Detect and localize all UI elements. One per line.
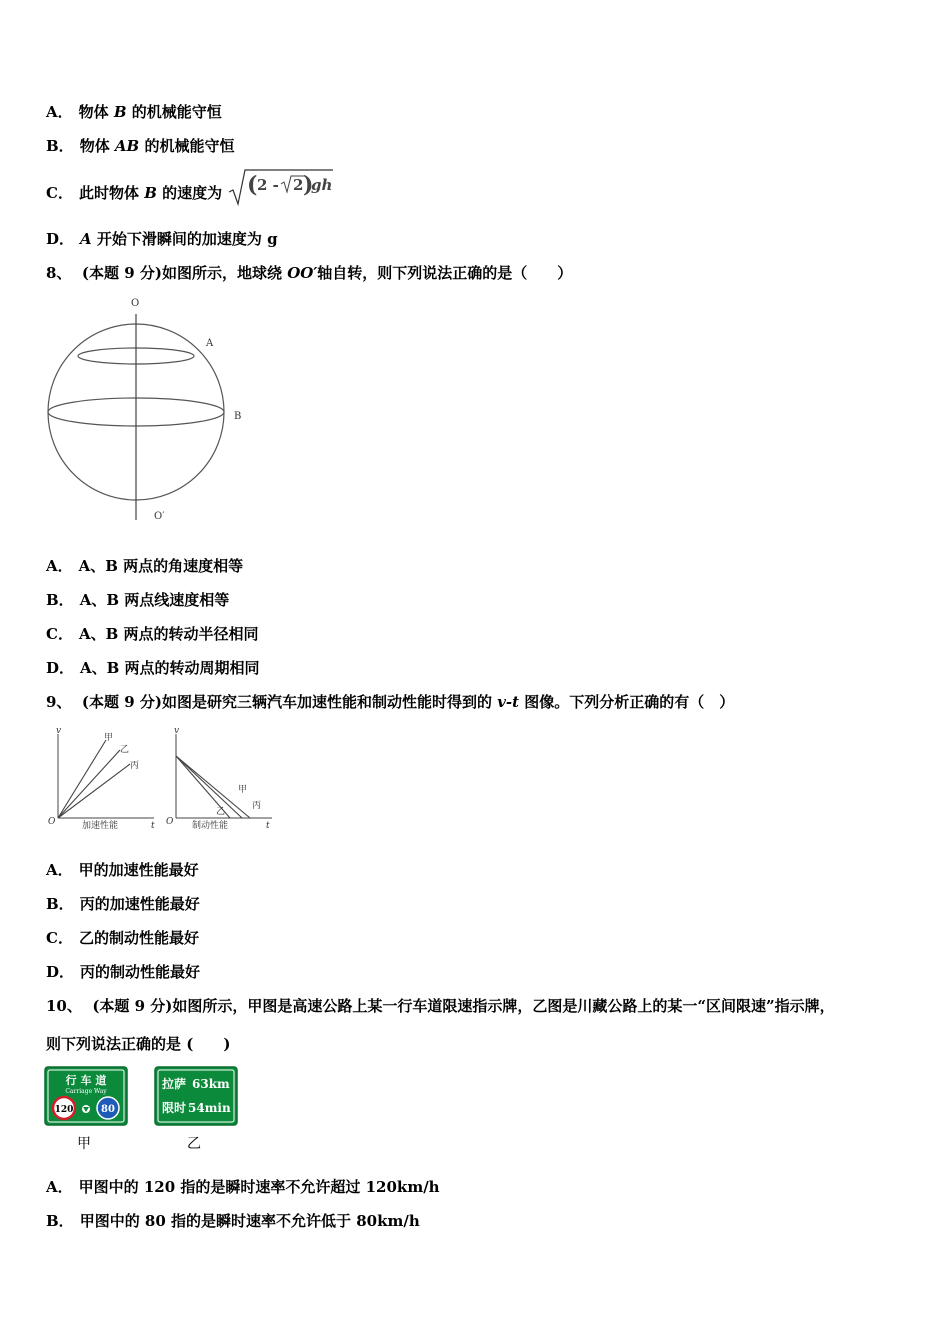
series-bing-label: 丙 [130, 761, 140, 771]
q8-option-b: B． A、B 两点线速度相等 [46, 591, 230, 609]
q10-option-b: B． 甲图中的 80 指的是瞬时速率不允许低于 80km/h [46, 1212, 420, 1230]
q9-option-c: C． 乙的制动性能最好 [46, 929, 199, 947]
sign-yi-distance: 63km [192, 1077, 230, 1091]
point-a-label: A [206, 338, 214, 349]
accel-caption: 加速性能 [82, 821, 119, 831]
sign-yi-caption: 乙 [187, 1136, 201, 1152]
t-axis-label: t [151, 821, 155, 831]
series-jia-label: 甲 [104, 733, 114, 743]
q9-option-a: A． 甲的加速性能最好 [46, 861, 199, 879]
series-jia-label-2: 甲 [238, 785, 248, 795]
sign-yi-time-label: 限时 [162, 1101, 187, 1115]
brake-caption: 制动性能 [192, 821, 229, 831]
q8-option-a: A． A、B 两点的角速度相等 [46, 557, 244, 575]
vt-graph-braking [166, 726, 278, 834]
svg-text:): ) [303, 172, 314, 198]
axis-top-label: O [131, 298, 140, 309]
formula-part-b: 2 [293, 176, 304, 194]
sign-jia-caption: 甲 [77, 1136, 91, 1152]
sign-jia-title: 行 车 道 [65, 1074, 107, 1087]
v-axis-label: v [56, 726, 62, 736]
axis-bottom-label: O′ [154, 511, 165, 522]
origin-label-2: O [166, 817, 174, 827]
series-yi-label-2: 乙 [216, 807, 226, 817]
sign-yi-time-value: 54min [188, 1101, 231, 1115]
q10-header: 10、 (本题 9 分)如图所示，甲图是高速公路上某一行车道限速指示牌，乙图是川藏公路上的某一“区间限速”指示牌， [46, 997, 835, 1015]
point-b-label: B [234, 411, 242, 422]
series-bing-label-2: 丙 [252, 801, 262, 811]
speed-limit-sign-jia [44, 1066, 130, 1154]
sign-jia-max-speed: 120 [54, 1105, 74, 1115]
sign-jia-min-speed: 80 [101, 1104, 115, 1115]
q9-header: 9、 (本题 9 分)如图是研究三辆汽车加速性能和制动性能时得到的 v-t 图像。下列分析正确的有（ ） [46, 693, 735, 711]
svg-text:(: ( [247, 172, 258, 198]
q7-option-d: D． A 开始下滑瞬间的加速度为 g [46, 230, 278, 248]
t-axis-label-2: t [266, 821, 270, 831]
q10-option-a: A． 甲图中的 120 指的是瞬时速率不允许超过 120km/h [46, 1178, 440, 1196]
q10-header-continued: 则下列说法正确的是 ( ) [46, 1035, 231, 1053]
q8-option-c: C． A、B 两点的转动半径相同 [46, 625, 259, 643]
q8-header: 8、 (本题 9 分)如图所示，地球绕 OO′轴自转，则下列说法正确的是（ ） [46, 264, 573, 282]
sign-jia-subtitle: Carriage Way [65, 1088, 107, 1095]
q7-option-a: A． 物体 B 的机械能守恒 [46, 103, 222, 121]
q7-option-c: C． 此时物体 B 的速度为 ( 2 - 2 ) gh [46, 180, 335, 208]
series-yi-label: 乙 [120, 745, 130, 755]
formula-part-a: 2 - [257, 176, 280, 194]
sqrt-formula [227, 166, 335, 208]
sign-yi-place: 拉萨 [162, 1077, 187, 1091]
vt-graph-acceleration [46, 726, 162, 834]
v-axis-label-2: v [174, 726, 180, 736]
formula-part-c: gh [311, 176, 333, 194]
origin-label: O [48, 817, 56, 827]
q9-option-d: D． 丙的制动性能最好 [46, 963, 201, 981]
earth-rotation-figure [40, 292, 260, 528]
q7-option-b: B． 物体 AB 的机械能守恒 [46, 137, 235, 155]
q9-option-b: B． 丙的加速性能最好 [46, 895, 200, 913]
q8-option-d: D． A、B 两点的转动周期相同 [46, 659, 260, 677]
interval-speed-sign-yi [154, 1066, 240, 1154]
